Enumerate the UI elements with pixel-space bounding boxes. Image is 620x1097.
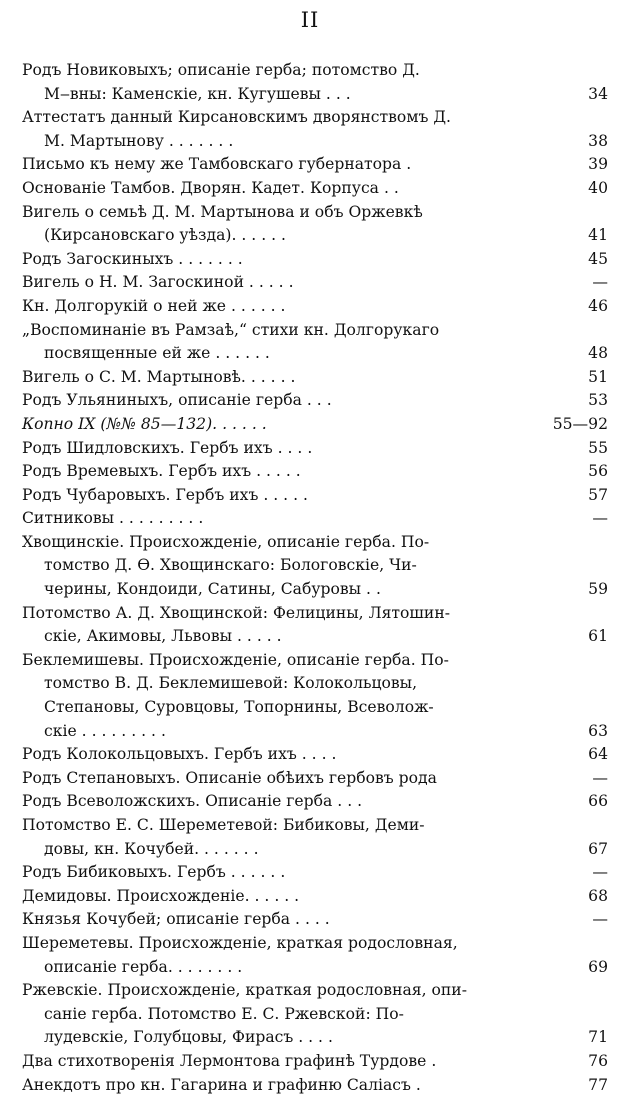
toc-entry-page-number: — [592, 863, 608, 882]
toc-entry-title: Вигель о С. М. Мартыновѣ. . . . . . [22, 367, 296, 386]
toc-entry-page-number: 63 [588, 721, 608, 740]
toc-entry-title: Два стихотворенія Лермонтова графинѣ Турдове . [22, 1051, 437, 1070]
toc-entry [22, 767, 608, 791]
toc-entry-page-number: 41 [588, 226, 608, 245]
toc-entry [22, 908, 608, 932]
toc-entry-page-number: 39 [588, 155, 608, 174]
toc-entry-page-number: 59 [588, 580, 608, 599]
toc-entry-page-number: 48 [588, 344, 608, 363]
toc-entry-page-number: 69 [588, 957, 608, 976]
toc-entry-page-number: 34 [588, 84, 608, 103]
toc-entry-page-number: 66 [588, 792, 608, 811]
toc-entry-title: Родъ Бибиковыхъ. Гербъ . . . . . . [22, 863, 286, 882]
toc-entry [22, 271, 608, 295]
toc-entry [22, 932, 608, 979]
toc-entry [22, 460, 608, 484]
table-of-contents [22, 59, 608, 1097]
toc-entry-page-number: 64 [588, 745, 608, 764]
toc-entry-page-number: 76 [588, 1051, 608, 1070]
toc-entry [22, 507, 608, 531]
toc-entry-continuation: описаніе герба. . . . . . . . [44, 957, 243, 976]
toc-entry-title: Кн. Долгорукій о ней же . . . . . . [22, 296, 286, 315]
toc-entry [22, 366, 608, 390]
toc-entry-continuation: томство Д. Ѳ. Хвощинскаго: Бологовскіе, Чи- [44, 556, 417, 575]
toc-entry-title: Анекдотъ про кн. Гагарина и графиню Саліасъ . [22, 1075, 421, 1094]
toc-entry-continuation: томство В. Д. Беклемишевой: Колокольцовы, [44, 674, 418, 693]
toc-entry-title: Родъ Ульяниныхъ, описаніе герба . . . [22, 391, 332, 410]
toc-entry-title: Родъ Степановыхъ. Описаніе обѣихъ гербовъ рода [22, 768, 437, 787]
toc-entry [22, 814, 608, 861]
toc-entry-title: Князья Кочубей; описаніе герба . . . . [22, 910, 330, 929]
toc-entry [22, 1074, 608, 1097]
toc-entry-continuation: М‒вны: Каменскіе, кн. Кугушевы . . . [44, 84, 351, 103]
toc-entry-continuation: довы, кн. Кочубей. . . . . . . [44, 839, 259, 858]
toc-entry-continuation: черины, Кондоиди, Сатины, Сабуровы . . [44, 580, 381, 599]
toc-entry-continuation: (Кирсановскаго уѣзда). . . . . . [44, 226, 287, 245]
toc-entry-page-number: 57 [588, 485, 608, 504]
toc-entry-page-number: — [592, 768, 608, 787]
toc-entry-page-number: 61 [588, 627, 608, 646]
toc-entry [22, 979, 608, 1050]
toc-entry [22, 389, 608, 413]
toc-entry-page-number: 40 [588, 178, 608, 197]
toc-entry-title: Потомство Е. С. Шереметевой: Бибиковы, Деми- [22, 816, 425, 834]
toc-entry-continuation: скіе, Акимовы, Львовы . . . . . [44, 627, 282, 646]
toc-entry-page-number: — [592, 509, 608, 528]
toc-entry [22, 106, 608, 153]
toc-entry-continuation: саніе герба. Потомство Е. С. Ржевской: По- [44, 1004, 404, 1023]
toc-entry-continuation: М. Мартынову . . . . . . . [44, 131, 234, 150]
toc-entry-continuation: скіе . . . . . . . . . [44, 721, 166, 740]
toc-entry-page-number: 68 [588, 886, 608, 905]
toc-entry-title: Аттестатъ данный Кирсановскимъ дворянствомъ Д. [22, 108, 451, 127]
toc-entry [22, 602, 608, 649]
toc-entry-continuation: лудевскіе, Голубцовы, Фирасъ . . . . [44, 1028, 333, 1047]
toc-entry [22, 413, 608, 437]
toc-entry [22, 1050, 608, 1074]
toc-entry-title: Хвощинскіе. Происхожденіе, описаніе герба. По- [22, 532, 430, 551]
toc-entry [22, 201, 608, 248]
toc-entry [22, 177, 608, 201]
toc-entry-continuation: Степановы, Суровцовы, Топорнины, Всеволож- [44, 698, 434, 717]
toc-entry-page-number: 55—92 [552, 414, 608, 433]
toc-entry-title: Копнo IX (№№ 85—132). . . . . . [22, 414, 267, 433]
toc-entry-page-number: 56 [588, 462, 608, 481]
toc-entry-title: Ситниковы . . . . . . . . . [22, 509, 204, 528]
toc-entry-title: Беклемишевы. Происхожденіе, описаніе герба. По- [22, 650, 449, 669]
toc-entry-page-number: 51 [588, 367, 608, 386]
toc-entry-title: Родъ Чубаровыхъ. Гербъ ихъ . . . . . [22, 485, 308, 504]
toc-entry [22, 531, 608, 602]
toc-entry-page-number: — [592, 273, 608, 292]
toc-entry [22, 649, 608, 743]
toc-entry-title: Письмо къ нему же Тамбовскаго губернатора . [22, 155, 412, 174]
toc-entry-title: Родъ Загоскиныхъ . . . . . . . [22, 249, 243, 268]
toc-entry-title: Вигель о Н. М. Загоскиной . . . . . [22, 273, 294, 292]
toc-entry-title: Родъ Новиковыхъ; описаніе герба; потомство Д. [22, 61, 420, 79]
toc-entry-title: Шереметевы. Происхожденіе, краткая родословная, [22, 933, 458, 952]
toc-entry [22, 319, 608, 366]
toc-entry [22, 861, 608, 885]
toc-entry-title: Демидовы. Происхожденіе. . . . . . [22, 886, 300, 905]
toc-entry [22, 59, 608, 106]
toc-entry-title: „Воспоминаніе въ Рамзаѣ,“ стихи кн. Долгорукаго [22, 320, 440, 339]
toc-entry-title: Основаніе Тамбов. Дворян. Кадет. Корпуса . . [22, 178, 399, 197]
toc-entry [22, 295, 608, 319]
toc-entry-continuation: посвященные ей же . . . . . . [44, 344, 270, 363]
toc-entry-page-number: 71 [588, 1028, 608, 1047]
toc-entry-page-number: 53 [588, 391, 608, 410]
toc-entry-page-number: 45 [588, 249, 608, 268]
toc-entry-page-number: 46 [588, 296, 608, 315]
toc-entry-page-number: 67 [588, 839, 608, 858]
toc-entry-title: Родъ Всеволожскихъ. Описаніе герба . . . [22, 792, 363, 811]
toc-entry-title: Вигель о семьѣ Д. М. Мартынова и объ Оржевкѣ [22, 202, 423, 221]
toc-entry-title: Родъ Колокольцовыхъ. Гербъ ихъ . . . . [22, 745, 337, 764]
toc-entry-title: Потомство А. Д. Хвощинской: Фелицины, Лятошин- [22, 603, 450, 622]
toc-entry-title: Родъ Шидловскихъ. Гербъ ихъ . . . . [22, 438, 313, 457]
toc-entry [22, 248, 608, 272]
toc-entry [22, 437, 608, 461]
toc-entry-title: Ржевскіе. Происхожденіе, краткая родословная, опи- [22, 981, 467, 1000]
toc-entry [22, 790, 608, 814]
page-roman-numeral: II [300, 8, 320, 32]
toc-entry [22, 484, 608, 508]
toc-entry [22, 885, 608, 909]
toc-entry-page-number: — [592, 910, 608, 929]
toc-entry-title: Родъ Времевыхъ. Гербъ ихъ . . . . . [22, 462, 301, 481]
toc-entry-page-number: 38 [588, 131, 608, 150]
toc-entry-page-number: 55 [588, 438, 608, 457]
toc-entry-page-number: 77 [588, 1075, 608, 1094]
toc-entry [22, 743, 608, 767]
toc-entry [22, 153, 608, 177]
